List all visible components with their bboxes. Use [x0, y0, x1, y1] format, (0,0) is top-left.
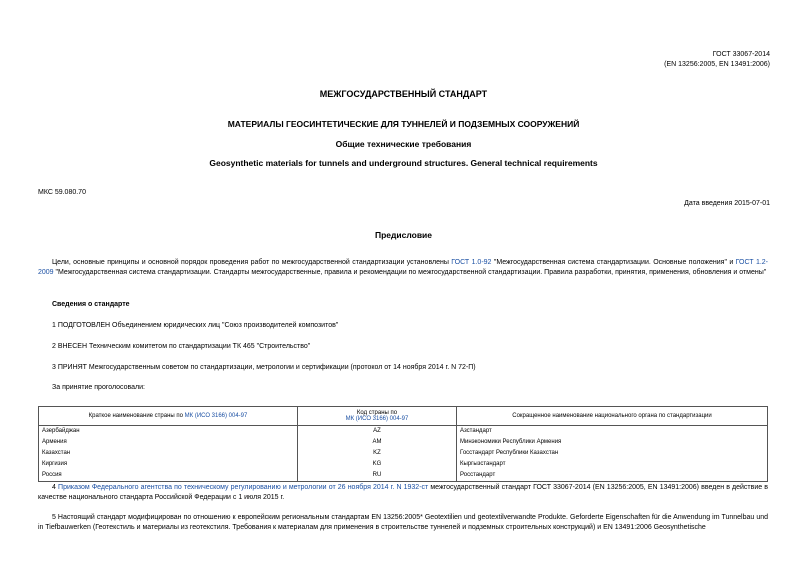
body-cell: Азстандарт — [457, 426, 768, 438]
item-2: 2 ВНЕСЕН Техническим комитетом по стандартизации ТК 465 "Строительство" — [52, 343, 311, 350]
country-cell: Азербайджан — [39, 426, 298, 438]
code-cell: KG — [298, 459, 457, 470]
header-body: Сокращенное наименование национального органа по стандартизации — [457, 407, 768, 426]
country-cell: Армения — [39, 437, 298, 448]
mk-iso-link[interactable]: МК (ИСО 3166) 004-97 — [345, 416, 409, 422]
title-en: Geosynthetic materials for tunnels and underground structures. General technical requirements — [209, 158, 598, 168]
text: 4 — [52, 484, 59, 491]
body-cell: Росстандарт — [457, 470, 768, 482]
table-row — [39, 437, 768, 448]
item-4 — [38, 483, 768, 503]
text: межгосударственный стандарт ГОСТ 33067-2014 (EN 13256:2005, EN 13491:2006) введен в действие в качестве национального стандарта Российской Федерации с 1 июля 2015 г. — [38, 484, 769, 501]
item-1: 1 ПОДГОТОВЛЕН Объединением юридических лиц "Союз производителей композитов" — [52, 322, 339, 329]
order-link[interactable]: Приказом Федерального агентства по техническому регулированию и метрологии от 26 ноября 2014 г. N 1932-ст — [58, 484, 429, 491]
table-row — [39, 426, 768, 438]
country-cell: Киргизия — [39, 459, 298, 470]
code-cell: AZ — [298, 426, 457, 438]
standard-info-heading: Сведения о стандарте — [52, 301, 130, 308]
mk-iso-link[interactable]: МК (ИСО 3166) 004-97 — [184, 413, 248, 419]
mks-code: МКС 59.080.70 — [38, 189, 86, 196]
gost-1-2-link[interactable]: ГОСТ 1.2-2009 — [38, 259, 769, 276]
subtitle-ru: Общие технические требования — [335, 139, 472, 149]
country-cell: Россия — [39, 470, 298, 482]
text: "Межгосударственная система стандартизации. Основные положения" и — [491, 259, 736, 266]
text: Краткое наименование страны по — [88, 413, 185, 419]
table-row — [39, 448, 768, 459]
code-cell: AM — [298, 437, 457, 448]
preface-paragraph — [38, 258, 768, 278]
voting-table — [38, 406, 768, 482]
intro-date: Дата введения 2015-07-01 — [684, 200, 770, 207]
text: "Межгосударственная система стандартизации. Стандарты межгосударственные, правила и рекомендации по межгосударственной стандартизации. Правила разработки, принятия, применения, обновления и отмены" — [53, 269, 767, 276]
code-cell: KZ — [298, 448, 457, 459]
standard-code: ГОСТ 33067-2014 — [712, 51, 770, 58]
header-code — [298, 407, 457, 426]
standard-equivalents: (EN 13256:2005, EN 13491:2006) — [664, 61, 770, 68]
preface-heading: Предисловие — [374, 230, 433, 240]
item-3: 3 ПРИНЯТ Межгосударственным советом по стандартизации, метрологии и сертификации (протокол от 14 ноября 2014 г. N 72-П) — [52, 364, 476, 371]
country-cell: Казахстан — [39, 448, 298, 459]
voted-label: За принятие проголосовали: — [52, 384, 145, 391]
body-cell: Госстандарт Республики Казахстан — [457, 448, 768, 459]
body-cell: Минэкономики Республики Армения — [457, 437, 768, 448]
header-country — [39, 407, 298, 426]
gost-1-0-link[interactable]: ГОСТ 1.0-92 — [451, 259, 492, 266]
item-5: 5 Настоящий стандарт модифицирован по отношению к европейским региональным стандартам EN 13256:2005* Geotextilien und geotextilverwandte Produkte. Geforderte Eigenschaften für die Anwendung im Tunnelbau und in Tiefbauwerken (Геотекстиль и материалы из геотекстиля. Требования к материалам для применения в строительстве туннелей и подземных строительных конструкций) и EN 13491:2006 Geosynthetische — [38, 514, 768, 531]
table-row — [39, 470, 768, 482]
text: Код страны по — [356, 410, 398, 416]
text: Цели, основные принципы и основной порядок проведения работ по межгосударственной стандартизации установлены — [52, 259, 452, 266]
table-header-row — [39, 407, 768, 426]
standard-type: МЕЖГОСУДАРСТВЕННЫЙ СТАНДАРТ — [319, 89, 488, 99]
table-row — [39, 459, 768, 470]
code-cell: RU — [298, 470, 457, 482]
title-ru: МАТЕРИАЛЫ ГЕОСИНТЕТИЧЕСКИЕ ДЛЯ ТУННЕЛЕЙ И ПОДЗЕМНЫХ СООРУЖЕНИЙ — [227, 119, 580, 129]
body-cell: Кыргызстандарт — [457, 459, 768, 470]
